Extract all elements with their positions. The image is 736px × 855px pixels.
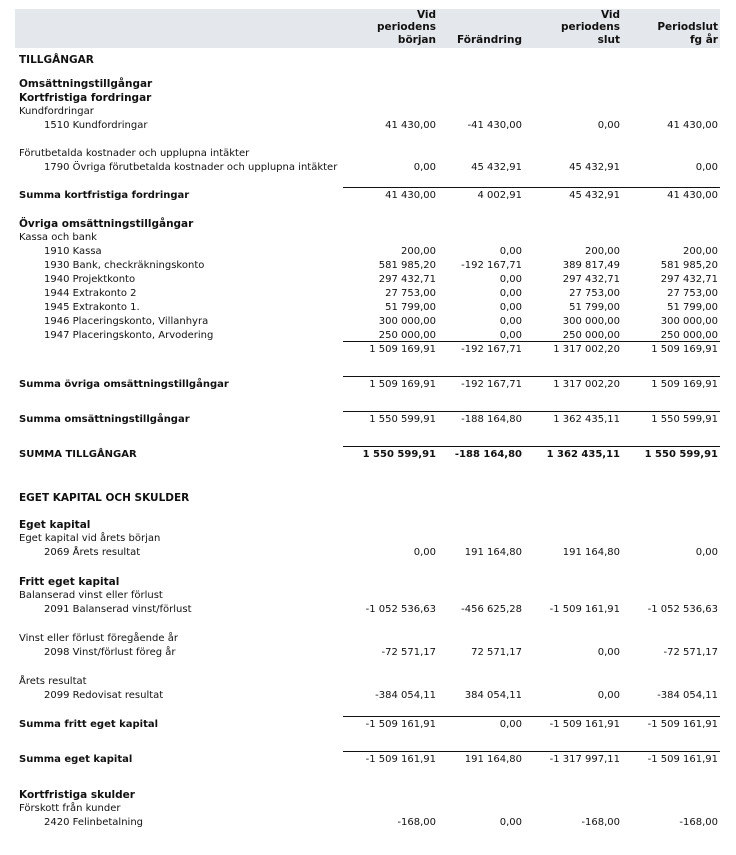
row-label: 1947 Placeringskonto, Arvodering	[44, 330, 214, 341]
account-row	[15, 245, 720, 259]
value-end: 45 432,91	[569, 190, 620, 201]
value-change: 45 432,91	[471, 162, 522, 173]
value-prev: 581 985,20	[660, 260, 718, 271]
value-prev: -1 052 536,63	[647, 604, 718, 615]
value-end: 1 362 435,11	[553, 414, 620, 425]
value-end: -1 509 161,91	[549, 719, 620, 730]
row-label: Summa övriga omsättningstillgångar	[19, 379, 229, 390]
value-start: 1 550 599,91	[369, 414, 436, 425]
value-start: 51 799,00	[385, 302, 436, 313]
value-end: 200,00	[585, 246, 620, 257]
section-equity-title-text: EGET KAPITAL OCH SKULDER	[19, 492, 190, 504]
group-kundfordringar	[15, 105, 720, 119]
spacer	[15, 560, 720, 575]
section-equity-title	[15, 491, 720, 505]
value-prev: 1 550 599,91	[651, 414, 718, 425]
value-start: 1 509 169,91	[369, 344, 436, 355]
row-label: 2069 Årets resultat	[44, 547, 141, 558]
equity-title	[15, 518, 720, 532]
value-change: -192 167,71	[461, 379, 522, 390]
current-assets-title-text: Omsättningstillgångar	[19, 78, 153, 90]
balance-report	[15, 9, 720, 830]
value-start: -1 509 161,91	[365, 719, 436, 730]
value-change: -456 625,28	[461, 604, 522, 615]
row-label: 2099 Redovisat resultat	[44, 690, 164, 701]
group-prev-year	[15, 632, 720, 646]
account-row-1790	[15, 161, 720, 175]
value-start: -1 052 536,63	[365, 604, 436, 615]
sum-rule	[343, 716, 720, 717]
group-equity-start-text: Eget kapital vid årets början	[19, 533, 161, 544]
row-label: Summa kortfristiga fordringar	[19, 190, 190, 201]
value-start: 41 430,00	[385, 190, 436, 201]
spacer	[15, 67, 720, 77]
col-start-header	[377, 9, 436, 47]
sum-receivables-row	[15, 189, 720, 203]
row-label: 2098 Vinst/förlust föreg år	[44, 647, 176, 658]
value-end: -168,00	[581, 817, 620, 828]
sum-rule	[343, 341, 720, 342]
row-label: SUMMA TILLGÅNGAR	[19, 449, 137, 460]
group-advance-payments-text: Förskott från kunder	[19, 803, 121, 814]
spacer	[15, 462, 720, 491]
value-prev: 41 430,00	[667, 190, 718, 201]
value-start: 1 509 169,91	[369, 379, 436, 390]
value-end: 297 432,71	[562, 274, 620, 285]
account-row	[15, 273, 720, 287]
value-end: -1 317 997,11	[549, 754, 620, 765]
row-label: Summa fritt eget kapital	[19, 719, 159, 730]
account-row-2420	[15, 816, 720, 830]
value-change: 0,00	[499, 246, 522, 257]
value-end: 1 317 002,20	[553, 379, 620, 390]
cash-subtotal-row	[15, 343, 720, 357]
value-change: -188 164,80	[454, 449, 522, 460]
value-change: 4 002,91	[477, 190, 522, 201]
col-start-line2: periodens	[377, 21, 436, 33]
value-end: 250 000,00	[562, 330, 620, 341]
sum-rule	[343, 751, 720, 752]
spacer	[15, 505, 720, 518]
sum-total-assets-row	[15, 448, 720, 462]
value-end: 0,00	[597, 120, 620, 131]
row-label: 2420 Felinbetalning	[44, 817, 144, 828]
value-prev: 297 432,71	[660, 274, 718, 285]
value-change: 72 571,17	[471, 647, 522, 658]
value-prev: 0,00	[695, 547, 718, 558]
value-end: -1 509 161,91	[549, 604, 620, 615]
value-prev: 1 509 169,91	[651, 379, 718, 390]
value-start: -168,00	[397, 817, 436, 828]
receivables-title	[15, 91, 720, 105]
section-assets-title	[15, 53, 720, 67]
value-prev: 0,00	[695, 162, 718, 173]
value-change: -192 167,71	[461, 260, 522, 271]
value-change: 0,00	[499, 288, 522, 299]
value-start: 41 430,00	[385, 120, 436, 131]
value-change: 0,00	[499, 719, 522, 730]
value-prev: 27 753,00	[667, 288, 718, 299]
col-end-line2: periodens	[561, 21, 620, 33]
spacer	[15, 767, 720, 788]
row-label: Summa omsättningstillgångar	[19, 414, 190, 425]
col-start-line3: början	[397, 33, 436, 46]
current-assets-title	[15, 77, 720, 91]
value-change: 0,00	[499, 330, 522, 341]
value-start: 200,00	[401, 246, 436, 257]
account-row-2098	[15, 646, 720, 660]
value-end: 45 432,91	[569, 162, 620, 173]
col-change-header	[457, 34, 522, 47]
account-row	[15, 301, 720, 315]
value-change: 0,00	[499, 302, 522, 313]
sum-rule	[343, 376, 720, 377]
account-row	[15, 315, 720, 329]
row-label: 2091 Balanserad vinst/förlust	[44, 604, 192, 615]
value-prev: -1 509 161,91	[647, 719, 718, 730]
group-prev-year-text: Vinst eller förlust föregående år	[19, 633, 178, 644]
value-start: -384 054,11	[375, 690, 436, 701]
value-prev: 250 000,00	[660, 330, 718, 341]
row-label: 1945 Extrakonto 1.	[44, 302, 140, 313]
value-start: 581 985,20	[378, 260, 436, 271]
group-cash-bank	[15, 231, 720, 245]
group-cash-bank-text: Kassa och bank	[19, 232, 97, 243]
col-prev-line1: Periodslut	[657, 21, 718, 33]
value-end: 0,00	[597, 647, 620, 658]
row-label: 1510 Kundfordringar	[44, 120, 148, 131]
section-assets-title-text: TILLGÅNGAR	[19, 54, 94, 66]
spacer	[15, 357, 720, 378]
value-start: 1 550 599,91	[362, 449, 436, 460]
account-row-2091	[15, 603, 720, 617]
value-prev: 300 000,00	[660, 316, 718, 327]
spacer	[15, 660, 720, 675]
spacer	[15, 732, 720, 753]
group-advance-payments	[15, 802, 720, 816]
other-current-assets-title	[15, 217, 720, 231]
spacer	[15, 203, 720, 217]
value-start: 0,00	[413, 547, 436, 558]
row-label: 1944 Extrakonto 2	[44, 288, 137, 299]
value-change: -192 167,71	[461, 344, 522, 355]
value-prev: 41 430,00	[667, 120, 718, 131]
col-start-line1: Vid	[416, 8, 436, 21]
value-prev: 200,00	[683, 246, 718, 257]
short-liabilities-title-text: Kortfristiga skulder	[19, 789, 135, 801]
col-change-line1: Förändring	[457, 33, 522, 46]
value-end: 300 000,00	[562, 316, 620, 327]
value-start: 300 000,00	[378, 316, 436, 327]
value-end: 389 817,49	[562, 260, 620, 271]
value-prev: -168,00	[679, 817, 718, 828]
value-end: 51 799,00	[569, 302, 620, 313]
value-start: 250 000,00	[378, 330, 436, 341]
value-change: -188 164,80	[461, 414, 522, 425]
value-change: 191 164,80	[464, 547, 522, 558]
value-start: -1 509 161,91	[365, 754, 436, 765]
account-row-1510	[15, 119, 720, 133]
account-row-2069	[15, 546, 720, 560]
value-prev: -1 509 161,91	[647, 754, 718, 765]
value-start: -72 571,17	[381, 647, 436, 658]
value-prev: 51 799,00	[667, 302, 718, 313]
value-end: 1 317 002,20	[553, 344, 620, 355]
col-prev-header	[657, 21, 718, 46]
col-prev-line2: fg år	[689, 33, 718, 46]
value-start: 27 753,00	[385, 288, 436, 299]
value-change: 191 164,80	[464, 754, 522, 765]
account-row	[15, 287, 720, 301]
free-equity-title	[15, 575, 720, 589]
group-kundfordringar-text: Kundfordringar	[19, 106, 94, 117]
value-prev: -72 571,17	[663, 647, 718, 658]
value-change: 384 054,11	[464, 690, 522, 701]
row-label: 1940 Projektkonto	[44, 274, 136, 285]
group-balanced	[15, 589, 720, 603]
group-balanced-text: Balanserad vinst eller förlust	[19, 590, 163, 601]
value-end: 0,00	[597, 690, 620, 701]
sum-current-assets-row	[15, 413, 720, 427]
value-change: 0,00	[499, 817, 522, 828]
sum-equity-row	[15, 753, 720, 767]
col-end-line1: Vid	[600, 8, 620, 21]
value-start: 297 432,71	[378, 274, 436, 285]
row-label: 1946 Placeringskonto, Villanhyra	[44, 316, 209, 327]
account-row-2099	[15, 689, 720, 703]
col-end-header	[561, 9, 620, 47]
value-change: 0,00	[499, 274, 522, 285]
group-equity-start	[15, 532, 720, 546]
value-end: 1 362 435,11	[546, 449, 620, 460]
sum-free-equity-row	[15, 718, 720, 732]
sum-rule	[343, 411, 720, 412]
sum-rule	[343, 446, 720, 447]
sum-rule	[343, 187, 720, 188]
group-prepaid	[15, 147, 720, 161]
value-change: -41 430,00	[467, 120, 522, 131]
value-end: 27 753,00	[569, 288, 620, 299]
value-end: 191 164,80	[562, 547, 620, 558]
sum-other-current-row	[15, 378, 720, 392]
value-change: 0,00	[499, 316, 522, 327]
short-liabilities-title	[15, 788, 720, 802]
spacer	[15, 392, 720, 413]
receivables-title-text: Kortfristiga fordringar	[19, 92, 152, 104]
row-label: Summa eget kapital	[19, 754, 133, 765]
row-label: 1910 Kassa	[44, 246, 102, 257]
value-prev: 1 550 599,91	[644, 449, 718, 460]
row-label: 1930 Bank, checkräkningskonto	[44, 260, 205, 271]
spacer	[15, 133, 720, 147]
group-year-result	[15, 675, 720, 689]
report-body	[15, 48, 720, 830]
value-prev: -384 054,11	[657, 690, 718, 701]
group-prepaid-text: Förutbetalda kostnader och upplupna intäkter	[19, 148, 250, 159]
equity-title-text: Eget kapital	[19, 519, 91, 531]
value-start: 0,00	[413, 162, 436, 173]
other-current-assets-title-text: Övriga omsättningstillgångar	[19, 218, 194, 230]
column-header	[15, 9, 720, 48]
spacer	[15, 427, 720, 448]
spacer	[15, 617, 720, 632]
group-year-result-text: Årets resultat	[19, 676, 87, 687]
value-prev: 1 509 169,91	[651, 344, 718, 355]
row-label: 1790 Övriga förutbetalda kostnader och upplupna intäkter	[44, 162, 338, 173]
col-end-line3: slut	[597, 33, 620, 46]
free-equity-title-text: Fritt eget kapital	[19, 576, 120, 588]
account-row	[15, 259, 720, 273]
